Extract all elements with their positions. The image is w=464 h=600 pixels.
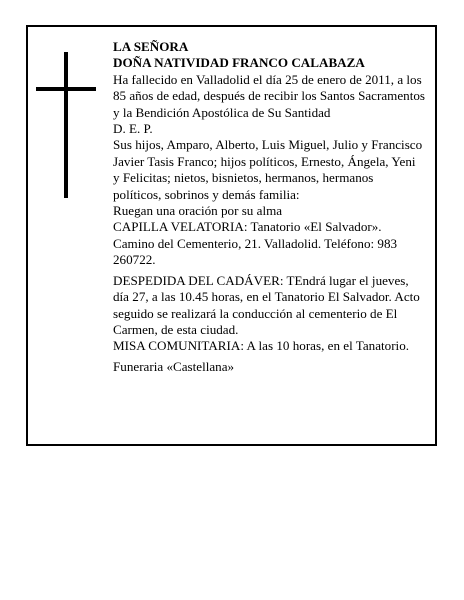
funeral-home: Funeraria «Castellana»	[113, 358, 235, 374]
obituary-title: LA SEÑORA	[113, 39, 189, 54]
obituary-text	[113, 39, 425, 375]
death-notice: Ha fallecido en Valladolid el día 25 de enero de 2011, a los 85 años de edad, después de recibir los Santos Sacramentos y la Bendición Apostólica de Su Santidad	[113, 71, 425, 120]
farewell-info: DESPEDIDA DEL CADÁVER: TEndrá lugar el jueves, día 27, a las 10.45 horas, en el Tanatorio El Salvador. Acto seguido se realizará la conducción al cementerio de El Carmen, de esta ciudad.	[113, 272, 420, 337]
cross-horizontal-bar	[36, 87, 96, 91]
mass-info: MISA COMUNITARIA: A las 10 horas, en el Tanatorio.	[113, 338, 410, 354]
family-list: Sus hijos, Amparo, Alberto, Luis Miguel, Julio y Francisco Javier Tasis Franco; hijos políticos, Ernesto, Ángela, Yeni y Felicitas; nietos, bisnietos, hermanos, hermanos políticos, sobrinos y demás familia:	[113, 137, 423, 202]
chapel-info: CAPILLA VELATORIA: Tanatorio «El Salvador». Camino del Cementerio, 21. Valladolid. Teléfono: 983 260722.	[113, 219, 398, 268]
deceased-name: DOÑA NATIVIDAD FRANCO CALABAZA	[113, 55, 365, 71]
cross-vertical-bar	[64, 52, 68, 198]
prayer-request: Ruegan una oración por su alma	[113, 203, 283, 219]
dep-line: D. E. P.	[113, 121, 153, 137]
cross-icon	[36, 52, 96, 198]
